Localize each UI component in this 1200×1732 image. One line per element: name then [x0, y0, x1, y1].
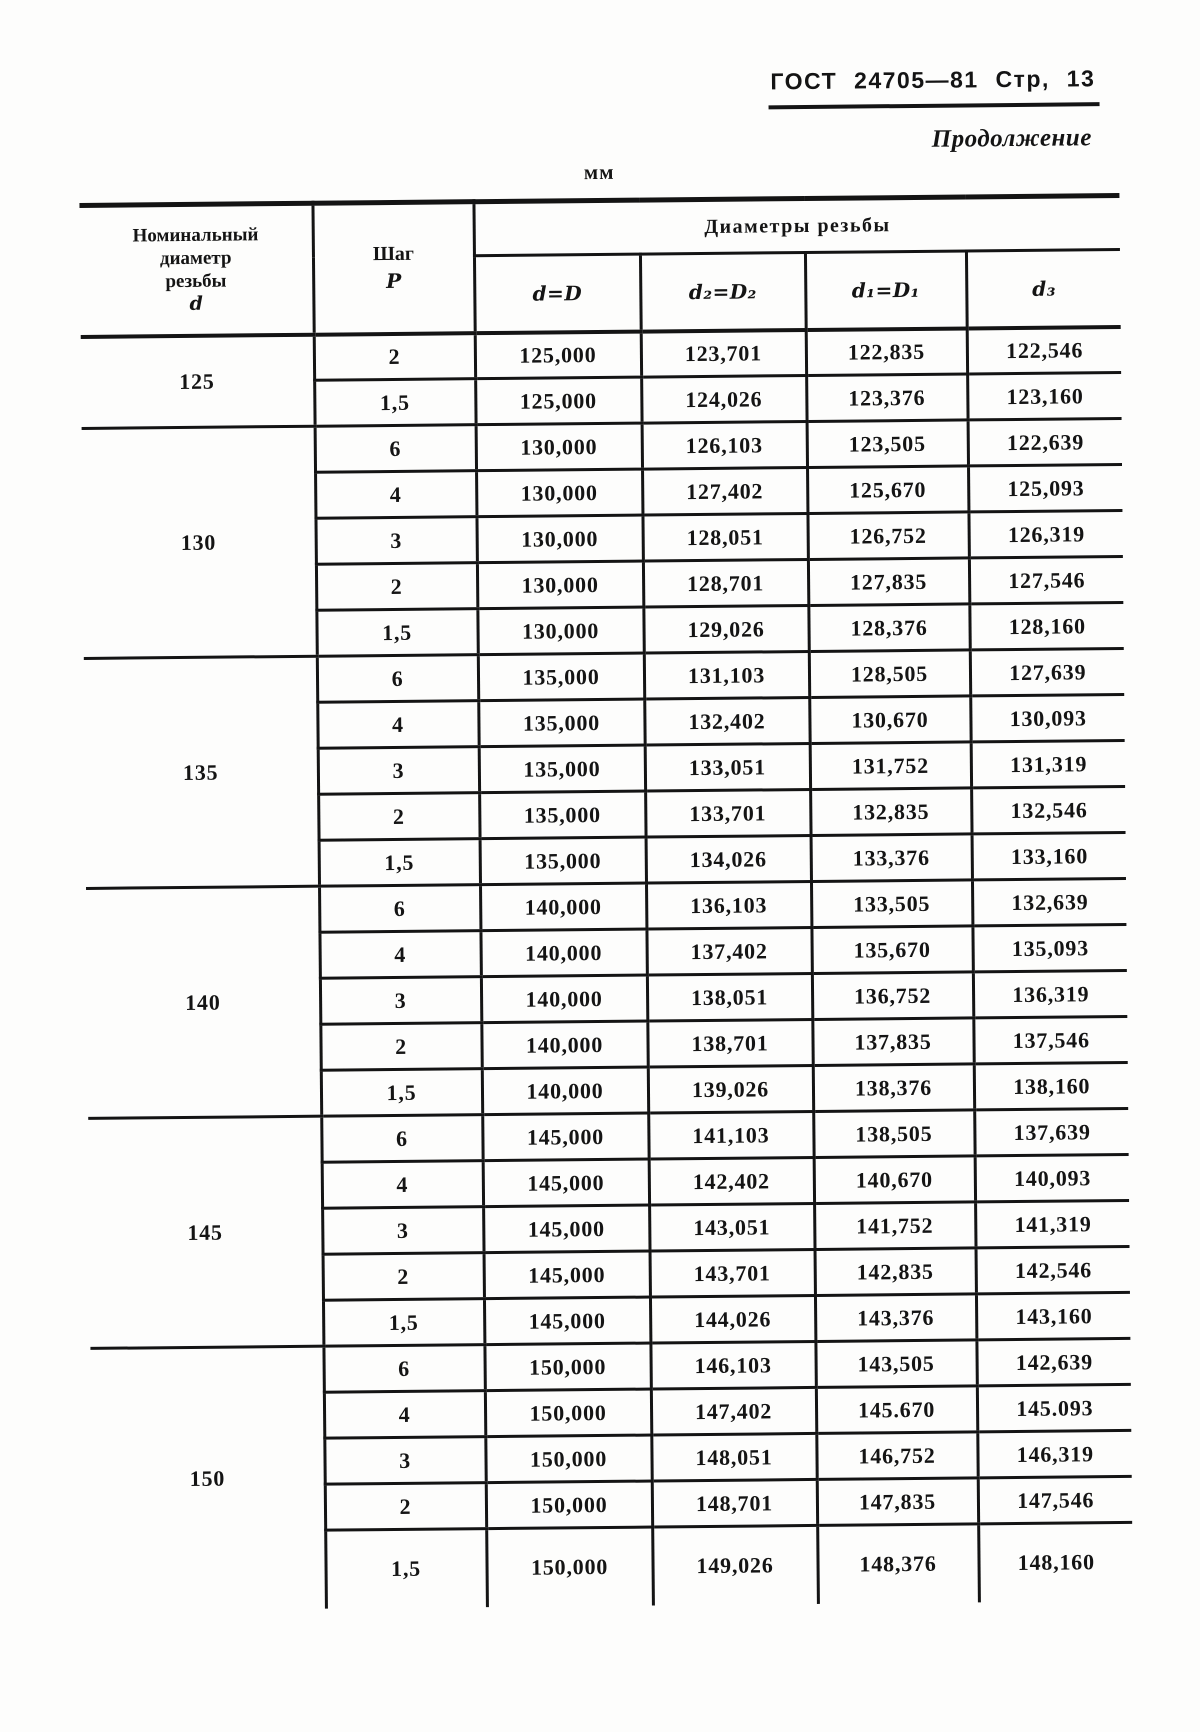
diameter-value-cell: 148,376 [817, 1524, 979, 1604]
pitch-cell: 4 [315, 471, 476, 519]
diameter-value-cell: 131,103 [644, 651, 809, 699]
pitch-cell: 2 [323, 1253, 484, 1301]
nominal-diameter-cell: 140 [86, 886, 321, 1118]
diameter-value-cell: 147,546 [978, 1476, 1132, 1523]
diameter-value-cell: 142,402 [649, 1157, 814, 1205]
diameter-value-cell: 130,000 [476, 469, 642, 517]
diameter-value-cell: 133,505 [811, 880, 972, 928]
diameter-value-cell: 123,505 [807, 420, 968, 468]
diameter-value-cell: 148,160 [978, 1522, 1133, 1601]
header-line-d-symbol: d [189, 293, 203, 316]
thread-diameters-table [79, 193, 1132, 1610]
diameter-value-cell: 149,026 [652, 1525, 818, 1605]
diameter-value-cell: 132,546 [971, 786, 1125, 833]
table-body [81, 326, 1133, 1610]
pitch-cell: 2 [314, 333, 475, 381]
pitch-cell: 1,5 [319, 839, 480, 887]
diameter-value-cell: 135,000 [479, 745, 645, 793]
diameter-value-cell: 141,752 [814, 1202, 975, 1250]
diameter-value-cell: 138,051 [647, 973, 812, 1021]
diameter-value-cell: 140,000 [480, 929, 646, 977]
diameter-value-cell: 135,000 [478, 699, 644, 747]
diameter-value-cell: 122,835 [806, 328, 967, 376]
diameter-value-cell: 130,093 [970, 694, 1124, 741]
pitch-cell: 3 [324, 1437, 485, 1485]
diameter-value-cell: 138,376 [813, 1064, 974, 1112]
diameter-value-cell: 128,160 [969, 602, 1123, 649]
pitch-cell: 6 [315, 425, 476, 473]
nominal-diameter-cell: 125 [81, 334, 315, 428]
diameter-value-cell: 146,752 [816, 1432, 977, 1480]
diameter-value-cell: 140,000 [480, 883, 646, 931]
diameter-value-cell: 127,546 [969, 556, 1123, 603]
diameter-value-cell: 128,376 [808, 604, 969, 652]
pitch-cell: 1,5 [314, 379, 475, 427]
diameter-value-cell: 143,376 [815, 1294, 976, 1342]
pitch-cell: 4 [317, 701, 478, 749]
diameter-value-cell: 145,000 [483, 1159, 649, 1207]
pitch-cell: 6 [321, 1115, 482, 1163]
diameter-value-cell: 150,000 [484, 1343, 650, 1391]
header-d1-eq-D1: d₁=D₁ [805, 251, 967, 330]
diameter-value-cell: 137,835 [812, 1018, 973, 1066]
diameter-value-cell: 147,402 [651, 1387, 816, 1435]
diameter-value-cell: 130,000 [477, 561, 643, 609]
diameter-value-cell: 145.670 [816, 1386, 977, 1434]
diameter-value-cell: 141,103 [648, 1111, 813, 1159]
diameter-value-cell: 126,103 [642, 422, 807, 470]
pitch-cell: 1,5 [321, 1069, 482, 1117]
diameter-value-cell: 125,093 [968, 464, 1122, 511]
diameter-value-cell: 150,000 [486, 1481, 652, 1529]
header-line: Номинальный [132, 224, 259, 247]
diameter-value-cell: 130,000 [477, 607, 643, 655]
diameter-value-cell: 123,701 [641, 330, 806, 378]
header-diameters-group: Диаметры резьбы [473, 195, 1120, 255]
diameter-value-cell: 145.093 [977, 1384, 1131, 1431]
diameter-value-cell: 138,701 [647, 1019, 812, 1067]
diameter-value-cell: 148,051 [651, 1433, 816, 1481]
diameter-value-cell: 132,402 [644, 697, 809, 745]
diameter-value-cell: 126,319 [968, 510, 1122, 557]
diameter-value-cell: 127,639 [970, 648, 1124, 695]
doc-reference: ГОСТ 24705—81 Стр, 13 [768, 65, 1099, 109]
diameter-value-cell: 135,000 [479, 791, 645, 839]
pitch-cell: 2 [320, 1023, 481, 1071]
diameter-value-cell: 122,546 [967, 326, 1121, 373]
diameter-value-cell: 146,319 [977, 1430, 1131, 1477]
diameter-value-cell: 143,051 [649, 1203, 814, 1251]
diameter-value-cell: 142,639 [976, 1338, 1130, 1385]
header-d3: d₃ [966, 249, 1121, 327]
nominal-diameter-cell: 145 [88, 1116, 323, 1348]
pitch-cell: 6 [317, 655, 478, 703]
header-nominal-diameter [79, 203, 313, 336]
pitch-cell: 3 [318, 747, 479, 795]
diameter-value-cell: 147,835 [817, 1478, 978, 1526]
pitch-cell: 1,5 [325, 1529, 487, 1609]
diameter-value-cell: 133,701 [645, 789, 810, 837]
header-line-p-symbol: P [386, 269, 402, 294]
diameter-value-cell: 133,051 [645, 743, 810, 791]
diameter-value-cell: 130,000 [476, 423, 642, 471]
header-d-eq-D: d=D [474, 254, 641, 333]
diameter-value-cell: 142,546 [976, 1246, 1130, 1293]
nominal-diameter-cell: 150 [189, 1465, 226, 1492]
nominal-diameter-cell: 135 [84, 656, 319, 888]
diameter-value-cell: 143,160 [976, 1292, 1130, 1339]
units-label: мм [583, 159, 615, 185]
diameter-value-cell: 127,835 [808, 558, 969, 606]
diameter-value-cell: 135,093 [972, 924, 1126, 971]
pitch-cell: 1,5 [323, 1299, 484, 1347]
diameter-value-cell: 125,670 [807, 466, 968, 514]
diameter-value-cell: 142,835 [815, 1248, 976, 1296]
diameter-value-cell: 146,103 [650, 1341, 815, 1389]
diameter-value-cell: 133,376 [811, 834, 972, 882]
diameter-value-cell: 145,000 [483, 1205, 649, 1253]
pitch-cell: 2 [318, 793, 479, 841]
diameter-value-cell: 135,000 [478, 653, 644, 701]
pitch-cell: 6 [323, 1345, 484, 1393]
diameter-value-cell: 140,093 [975, 1154, 1129, 1201]
nominal-diameter-cell: 130 [82, 426, 317, 658]
diameter-value-cell: 132,835 [810, 788, 971, 836]
diameter-value-cell: 150,000 [485, 1389, 651, 1437]
diameter-value-cell: 137,639 [974, 1108, 1128, 1155]
diameter-value-cell: 136,103 [646, 881, 811, 929]
diameter-value-cell: 141,319 [975, 1200, 1129, 1247]
diameter-value-cell: 135,000 [480, 837, 646, 885]
diameter-value-cell: 122,639 [968, 418, 1122, 465]
diameter-value-cell: 130,670 [809, 696, 970, 744]
diameter-value-cell: 148,701 [652, 1479, 817, 1527]
diameter-value-cell: 135,670 [811, 926, 972, 974]
diameter-value-cell: 131,319 [971, 740, 1125, 787]
pitch-cell: 4 [324, 1391, 485, 1439]
diameter-value-cell: 137,402 [646, 927, 811, 975]
pitch-cell: 3 [320, 977, 481, 1025]
pitch-cell: 2 [316, 563, 477, 611]
diameter-value-cell: 126,752 [807, 512, 968, 560]
diameter-value-cell: 133,160 [972, 832, 1126, 879]
diameter-value-cell: 128,051 [642, 513, 807, 561]
diameter-value-cell: 125,000 [475, 377, 641, 425]
header-line: Шаг [372, 243, 415, 266]
table-header [79, 195, 1120, 336]
pitch-cell: 3 [315, 517, 476, 565]
diameter-value-cell: 150,000 [486, 1527, 653, 1607]
pitch-cell: 2 [325, 1483, 486, 1531]
diameter-value-cell: 145,000 [484, 1251, 650, 1299]
diameter-value-cell: 123,376 [806, 374, 967, 422]
diameter-value-cell: 125,000 [475, 331, 641, 379]
pitch-cell: 4 [319, 931, 480, 979]
diameter-value-cell: 138,505 [813, 1110, 974, 1158]
thread-diameters-table-wrap [79, 193, 1132, 1610]
diameter-value-cell: 138,160 [974, 1062, 1128, 1109]
diameter-value-cell: 123,160 [967, 372, 1121, 419]
header-d2-eq-D2: d₂=D₂ [640, 253, 806, 332]
diameter-value-cell: 145,000 [482, 1113, 648, 1161]
diameter-value-cell: 124,026 [641, 376, 806, 424]
diameter-value-cell: 143,505 [815, 1340, 976, 1388]
diameter-value-cell: 136,752 [812, 972, 973, 1020]
pitch-cell: 4 [322, 1161, 483, 1209]
diameter-value-cell: 143,701 [650, 1249, 815, 1297]
diameter-value-cell: 144,026 [650, 1295, 815, 1343]
diameter-value-cell: 150,000 [485, 1435, 651, 1483]
diameter-value-cell: 128,505 [809, 650, 970, 698]
header-line: диаметр [159, 247, 232, 270]
diameter-value-cell: 128,701 [643, 559, 808, 607]
diameter-value-cell: 145,000 [484, 1297, 650, 1345]
diameter-value-cell: 140,000 [481, 1021, 647, 1069]
header-pitch [312, 202, 474, 335]
diameter-value-cell: 127,402 [642, 467, 807, 515]
diameter-value-cell: 136,319 [973, 970, 1127, 1017]
diameter-value-cell: 134,026 [646, 835, 811, 883]
diameter-value-cell: 137,546 [973, 1016, 1127, 1063]
diameter-value-cell: 131,752 [810, 742, 971, 790]
diameter-value-cell: 140,000 [482, 1067, 648, 1115]
diameter-value-cell: 130,000 [476, 515, 642, 563]
diameter-value-cell: 129,026 [643, 605, 808, 653]
diameter-value-cell: 139,026 [648, 1065, 813, 1113]
pitch-cell: 3 [322, 1207, 483, 1255]
continuation-label: Продолжение [931, 124, 1092, 153]
diameter-value-cell: 140,670 [814, 1156, 975, 1204]
pitch-cell: 6 [319, 885, 480, 933]
diameter-value-cell: 132,639 [972, 878, 1126, 925]
header-line: резьбы [165, 270, 227, 293]
pitch-cell: 1,5 [316, 609, 477, 657]
diameter-value-cell: 140,000 [481, 975, 647, 1023]
